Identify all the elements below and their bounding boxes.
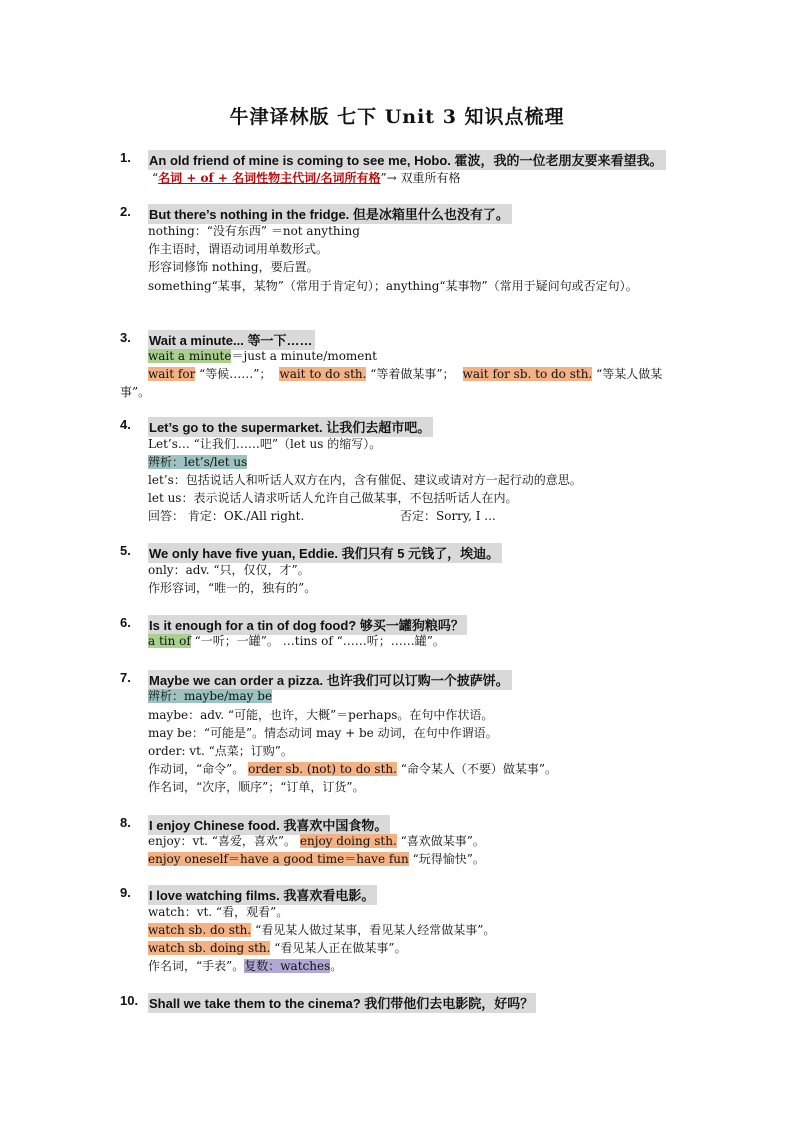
note-line: 否定：Sorry, I ... [400, 509, 496, 523]
note-line: Let’s… “让我们……吧”（let us 的缩写）。 [148, 437, 382, 451]
note-line: 回答： 肯定：OK./All right. [148, 509, 305, 523]
phrase-highlight: wait to do sth. [279, 367, 367, 381]
point-number: 5. [120, 543, 131, 558]
point-sentence: But there’s nothing in the fridge. 但是冰箱里什么也没有了。 [148, 204, 512, 224]
point-number: 2. [120, 204, 131, 219]
point-sentence: Shall we take them to the cinema? 我们带他们去电影院，好吗？ [148, 993, 536, 1013]
note-line: watch sb. do sth. “看见某人做过某事，看见某人经常做某事”。 [148, 923, 496, 937]
note-line: order: vt. “点菜；订购”。 [148, 744, 293, 758]
point-sentence: Wait a minute... 等一下…… [148, 330, 315, 350]
note-line: 作主语时，谓语动词用单数形式。 [148, 242, 329, 256]
note-line: 作动词，“命令”。 order sb. (not) to do sth. “命令某人（不要）做某事”。 [148, 762, 558, 776]
point-sentence: An old friend of mine is coming to see me, Hobo. 霍波，我的一位老朋友要来看望我。 [148, 150, 666, 170]
note-line: 形容词修饰 nothing，要后置。 [148, 260, 319, 274]
plural-highlight: 复数：watches [244, 959, 331, 973]
distinguish-label: 辨析：let’s/let us [148, 455, 248, 469]
point-number: 3. [120, 330, 131, 345]
note-line: wait for “等候……”； wait to do sth. “等着做某事”； wait for sb. to do sth. “等某人做某事”。 [120, 367, 663, 399]
phrase-highlight: enjoy doing sth. [299, 834, 397, 848]
note-line [148, 454, 247, 470]
phrase-highlight: watch sb. do sth. [148, 923, 252, 937]
note-line: watch：vt. “看，观看”。 [148, 905, 289, 919]
note-line: enjoy oneself＝have a good time＝have fun “玩得愉快”。 [148, 852, 485, 866]
point-number: 1. [120, 150, 131, 165]
point-number: 4. [120, 417, 131, 432]
phrase-highlight: wait a minute [148, 349, 232, 363]
point-number: 8. [120, 815, 131, 830]
phrase-highlight: a tin of [148, 634, 191, 648]
note-line: a tin of “一听；一罐”。 …tins of “……听；……罐”。 [148, 634, 445, 648]
point-number: 9. [120, 885, 131, 900]
point-sentence: I love watching films. 我喜欢看电影。 [148, 885, 377, 905]
note-line: watch sb. doing sth. “看见某人正在做某事”。 [148, 941, 407, 955]
phrase-highlight: wait for sb. to do sth. [462, 367, 593, 381]
note-line: nothing：“没有东西” ＝not anything [148, 224, 360, 238]
point-sentence: Maybe we can order a pizza. 也许我们可以订购一个披萨饼。 [148, 670, 512, 690]
page-title: 牛津译林版 七下 Unit 3 知识点梳理 [229, 106, 565, 128]
note-line: 作名词，“手表”。复数：watches。 [148, 959, 343, 973]
note-line: let’s：包括说话人和听话人双方在内，含有催促、建议或请对方一起行动的意思。 [148, 473, 582, 487]
note-line: may be：“可能是”。情态动词 may + be 动词，在句中作谓语。 [148, 726, 498, 740]
note-line [148, 688, 272, 704]
point-sentence: Let’s go to the supermarket. 让我们去超市吧。 [148, 417, 433, 437]
point-sentence: We only have five yuan, Eddie. 我们只有 5 元钱了，埃迪。 [148, 543, 502, 563]
phrase-highlight: order sb. (not) to do sth. [248, 762, 397, 776]
structure-formula: 名词 + of + 名词性物主代词/名词所有格 [158, 171, 381, 185]
distinguish-label: 辨析：maybe/may be [148, 689, 273, 703]
note-line: wait a minute＝just a minute/moment [148, 349, 377, 363]
note-line: let us：表示说话人请求听话人允许自己做某事，不包括听话人在内。 [148, 491, 518, 505]
point-sentence: Is it enough for a tin of dog food? 够买一罐狗粮吗？ [148, 615, 467, 635]
phrase-highlight: watch sb. doing sth. [148, 941, 271, 955]
phrase-highlight: enjoy oneself＝have a good time＝have fun [148, 852, 409, 866]
phrase-highlight: wait for [148, 367, 196, 381]
structure-line: “名词 + of + 名词性物主代词/名词所有格”→ 双重所有格 [152, 171, 461, 185]
note-line: maybe：adv. “可能，也许，大概”＝perhaps。在句中作状语。 [148, 708, 494, 722]
note-line: 作名词，“次序，顺序”；“订单，订货”。 [148, 780, 365, 794]
note-line: only：adv. “只，仅仅，才”。 [148, 563, 310, 577]
point-sentence: I enjoy Chinese food. 我喜欢中国食物。 [148, 815, 390, 835]
point-number: 7. [120, 670, 131, 685]
note-line: something“某事，某物”（常用于肯定句）；anything“某事物”（常用于疑问句或否定句）。 [148, 279, 638, 293]
point-number: 6. [120, 615, 131, 630]
note-line: enjoy：vt. “喜爱，喜欢”。 enjoy doing sth. “喜欢做某事”。 [148, 834, 485, 848]
note-line: 作形容词，“唯一的，独有的”。 [148, 581, 317, 595]
point-number: 10. [120, 993, 139, 1008]
